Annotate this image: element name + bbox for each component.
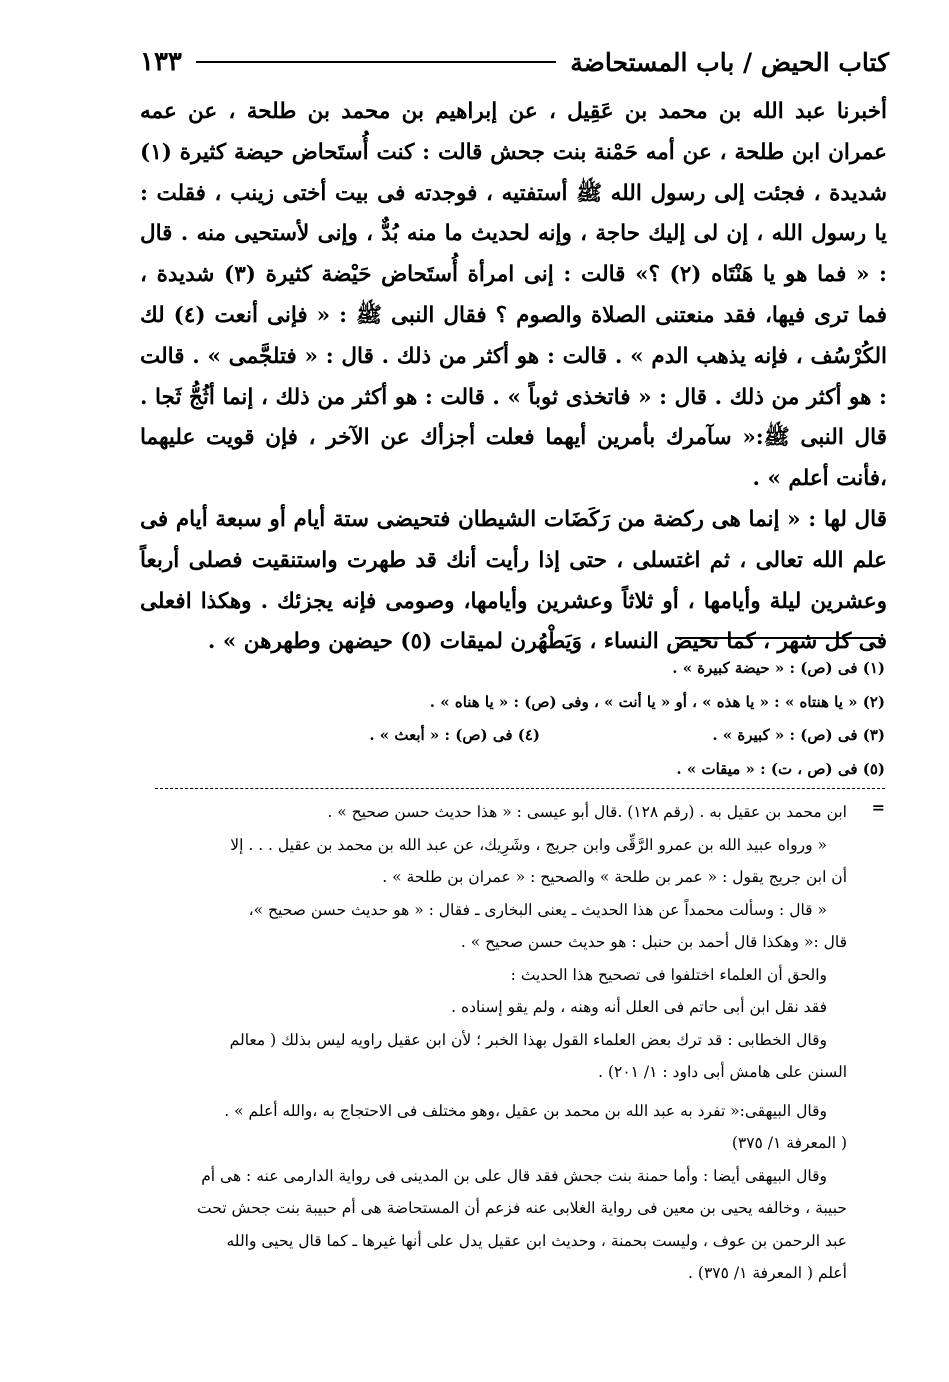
page-number: ١٣٣ xyxy=(140,47,182,77)
footnote-text: (٣) فى (ص) : « كبيرة » . xyxy=(712,726,885,744)
commentary-separator xyxy=(155,788,885,789)
footnote-2 xyxy=(120,686,885,720)
footnote-text: (٢) « يا هنتاه » : « يا هذه » ، أو « يا أنت » ، وفى (ص) : « يا هناه » . xyxy=(429,692,885,711)
hadith-paragraph-2: قال لها : « إنما هى ركضة من رَكَضَات الشيطان فتحيضى ستة أيام أو سبعة أيام فى علم الله تعالى ، ثم اغتسلى ، حتى إذا رأيت أنك قد طهرت واستنقيت فصلى أربعاً وعشرين ليلة وأيامها ، أو ثلاثاً وعشرين وأيامها، وصومى فإنه يجزئك . وهكذا افعلى فى كل شهر ، كما تحيض النساء ، وَيَطْهُرن لميقات (٥) حيضهن وطهرهن » . xyxy=(140,506,887,655)
takhrij-commentary xyxy=(138,796,847,1290)
commentary-line: وقال البيهقى:« تفرد به عبد الله بن محمد بن عقيل ،وهو مختلف فى الاحتجاج به ،والله أعلم » . xyxy=(224,1101,827,1120)
footnote-5 xyxy=(120,753,885,787)
commentary-line: والحق أن العلماء اختلفوا فى تصحيح هذا الحديث : xyxy=(510,965,827,984)
footnote-3-4 xyxy=(120,719,885,753)
commentary-line: فقد نقل ابن أبى حاتم فى العلل أنه وهنه ، ولم يقو إسناده . xyxy=(451,998,827,1016)
footnotes xyxy=(120,652,885,786)
page-header xyxy=(140,38,889,86)
commentary-line: أن ابن جريج يقول : « عمر بن طلحة » والصحيح : « عمران بن طلحة » . xyxy=(382,868,847,886)
commentary-line: عبد الرحمن بن عوف ، وليست بحمنة ، وحديث ابن عقيل يدل على أنها غيرها ـ كما قال يحيى والله xyxy=(226,1231,847,1250)
running-title: كتاب الحيض / باب المستحاضة xyxy=(570,47,889,77)
footnote-1 xyxy=(120,652,885,686)
footnote-text: (١) فى (ص) : « حيضة كبيرة » . xyxy=(672,659,885,677)
footnote-text: (٤) فى (ص) : « أبعث » . xyxy=(369,726,540,744)
hadith-paragraph-1: أخبرنا عبد الله بن محمد بن عَقِيل ، عن إبراهيم بن محمد بن طلحة ، عن عمه عمران ابن طلحة ، عن أمه حَمْنة بنت جحش قالت : كنت أُستَحاض حيضة كثيرة (١) شديدة ، فجئت إلى رسول الله ﷺ أستفتيه ، فوجدته فى بيت أختى زينب ، فقلت : يا رسول الله ، إن لى إليك حاجة ، وإنه لحديث ما منه بُدٌّ ، وإنى لأستحيى منه . قال : « فما هو يا هَنْتَاه (٢) ؟» قالت : إنى امرأة أُستَحاض حَيْضة كثيرة (٣) شديدة ، فما ترى فيها، فقد منعتنى الصلاة والصوم ؟ فقال النبى ﷺ : « فإنى أنعت (٤) لك الكُرْسُف ، فإنه يذهب الدم » . قالت : هو أكثر من ذلك . قال : « فتلجَّمى » . قالت : هو أكثر من ذلك . قال : « فاتخذى ثوباً » . قالت : هو أكثر من ذلك ، إنما أثُجُّ ثَجا . قال النبى ﷺ:« سآمرك بأمرين أيهما فعلت أجزأك عن الآخر ، فإن قويت عليهما ،فأنت أعلم » . xyxy=(140,99,887,492)
commentary-line: السنن على هامش أبى داود : ١/ ٢٠١) . xyxy=(598,1063,847,1081)
footnote-text: (٥) فى (ص ، ت) : « ميقات » . xyxy=(676,759,885,778)
main-text xyxy=(140,92,887,663)
commentary-line: ابن محمد بن عقيل به . (رقم ١٢٨) .قال أبو عيسى : « هذا حديث حسن صحيح » . xyxy=(327,803,847,821)
commentary-line: أعلم ( المعرفة ١/ ٣٧٥) . xyxy=(688,1264,847,1282)
commentary-line: وقال الخطابى : قد ترك بعض العلماء القول بهذا الخبر ؛ لأن ابن عقيل راويه ليس بذلك ( معالم xyxy=(229,1030,827,1049)
header-rule xyxy=(196,61,556,63)
commentary-line: « ورواه عبيد الله بن عمرو الرَّقِّى وابن جريج ، وشَرِيك، عن عبد الله بن محمد بن عقيل . . . إلا xyxy=(230,835,827,854)
commentary-line: حبيبة ، وخالفه يحيى بن معين فى رواية الغلابى عنه فزعم أن المستحاضة هى أم حبيبة بنت جحش تحت xyxy=(197,1199,847,1217)
commentary-line: وقال البيهقى أيضا : وأما حمنة بنت جحش فقد قال على بن المدينى فى رواية الدارمى عنه : هى أم xyxy=(201,1166,827,1185)
commentary-line: ( المعرفة ١/ ٣٧٥) xyxy=(731,1134,847,1152)
footnote-separator xyxy=(675,637,880,639)
commentary-line: قال :« وهكذا قال أحمد بن حنبل : هو حديث حسن صحيح » . xyxy=(460,933,847,951)
continuation-mark: = xyxy=(871,798,885,817)
commentary-line: « قال : وسألت محمداً عن هذا الحديث ـ يعنى البخارى ـ فقال : « هو حديث حسن صحيح »، xyxy=(248,900,827,919)
